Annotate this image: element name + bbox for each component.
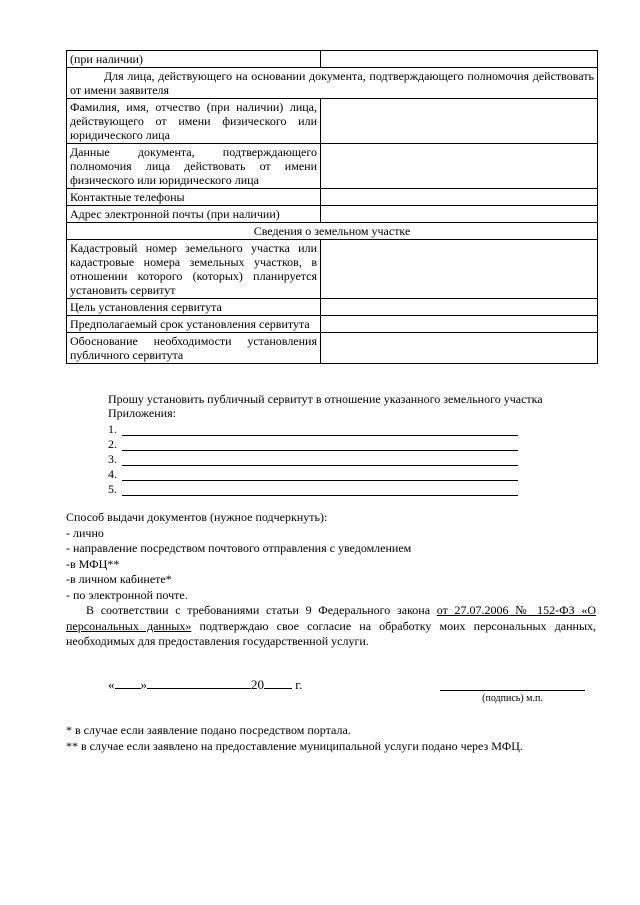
delivery-option[interactable]: -в МФЦ**	[66, 556, 120, 571]
delivery-title: Способ выдачи документов (нужное подчеркнуть):	[66, 510, 328, 524]
footnote: ** в случае если заявлено на предоставление муниципальной услуги подано через МФЦ.	[66, 739, 523, 753]
field-value-cell[interactable]	[321, 316, 598, 333]
attachment-line[interactable]: 1.	[108, 421, 518, 436]
field-label: Предполагаемый срок установления сервитута	[67, 316, 321, 333]
signature-caption: (подпись) м.п.	[482, 693, 543, 704]
attachment-line[interactable]: 3.	[108, 451, 518, 466]
field-label: Данные документа, подтверждающего полномочия лица действовать от имени физического или юридического лица	[67, 144, 321, 189]
delivery-option[interactable]: -в личном кабинете*	[66, 572, 172, 586]
delivery-section	[66, 510, 596, 650]
table-row	[67, 223, 598, 240]
field-label: Обоснование необходимости установления публичного сервитута	[67, 333, 321, 364]
field-value-cell[interactable]	[321, 189, 598, 206]
table-row	[67, 68, 598, 99]
date-field: « » 20 г.	[108, 677, 303, 692]
field-value-cell[interactable]	[321, 299, 598, 316]
footnotes	[66, 722, 596, 754]
table-row	[67, 333, 598, 364]
field-label: Фамилия, имя, отчество (при наличии) лица, действующего от имени физического или юридического лица	[67, 99, 321, 144]
field-label: Кадастровый номер земельного участка или кадастровые номера земельных участков, в отношении которого (которых) планируется установить сервитут	[67, 240, 321, 299]
attachments-label: Приложения:	[108, 406, 176, 420]
footnote: * в случае если заявление подано посредством портала.	[66, 723, 351, 737]
table-row	[67, 189, 598, 206]
field-value-cell[interactable]	[321, 333, 598, 364]
month-blank[interactable]	[147, 676, 251, 689]
signature-block	[440, 676, 585, 705]
delivery-option[interactable]: - направление посредством почтового отправления с уведомлением	[66, 541, 412, 555]
attachment-line[interactable]: 5.	[108, 481, 518, 496]
day-blank[interactable]	[115, 676, 141, 689]
field-value-cell[interactable]	[321, 144, 598, 189]
law-link[interactable]: от 27.07.2006 № 152-ФЗ «О персональных данных»	[66, 603, 596, 633]
consent-paragraph: В соответствии с требованиями статьи 9 Федерального закона от 27.07.2006 № 152-ФЗ «О персональных данных» подтверждаю свое согласие на обработку моих персональных данных, необходимых для предоставления государственной услуги.	[66, 603, 597, 648]
attachment-line[interactable]: 2.	[108, 436, 518, 451]
signature-line[interactable]	[440, 676, 585, 691]
table-row	[67, 299, 598, 316]
field-label: (при наличии)	[67, 51, 321, 68]
section-header: Для лица, действующего на основании документа, подтверждающего полномочия действовать от имени заявителя	[67, 68, 598, 99]
field-label: Контактные телефоны	[67, 189, 321, 206]
year-blank[interactable]	[264, 676, 292, 689]
request-text: Прошу установить публичный сервитут в отношение указанного земельного участка	[108, 392, 543, 406]
attachments-list	[108, 421, 518, 496]
table-row	[67, 144, 598, 189]
delivery-option[interactable]: - по электронной почте.	[66, 587, 188, 602]
table-row	[67, 206, 598, 223]
table-row	[67, 240, 598, 299]
section-header: Сведения о земельном участке	[67, 223, 598, 240]
field-value-cell[interactable]	[321, 51, 598, 68]
field-label: Цель установления сервитута	[67, 299, 321, 316]
field-label: Адрес электронной почты (при наличии)	[67, 206, 321, 223]
field-value-cell[interactable]	[321, 240, 598, 299]
attachment-line[interactable]: 4.	[108, 466, 518, 481]
table-row	[67, 99, 598, 144]
application-form-table	[66, 50, 598, 364]
table-row	[67, 51, 598, 68]
field-value-cell[interactable]	[321, 206, 598, 223]
field-value-cell[interactable]	[321, 99, 598, 144]
delivery-option[interactable]: - лично	[66, 525, 104, 540]
table-row	[67, 316, 598, 333]
